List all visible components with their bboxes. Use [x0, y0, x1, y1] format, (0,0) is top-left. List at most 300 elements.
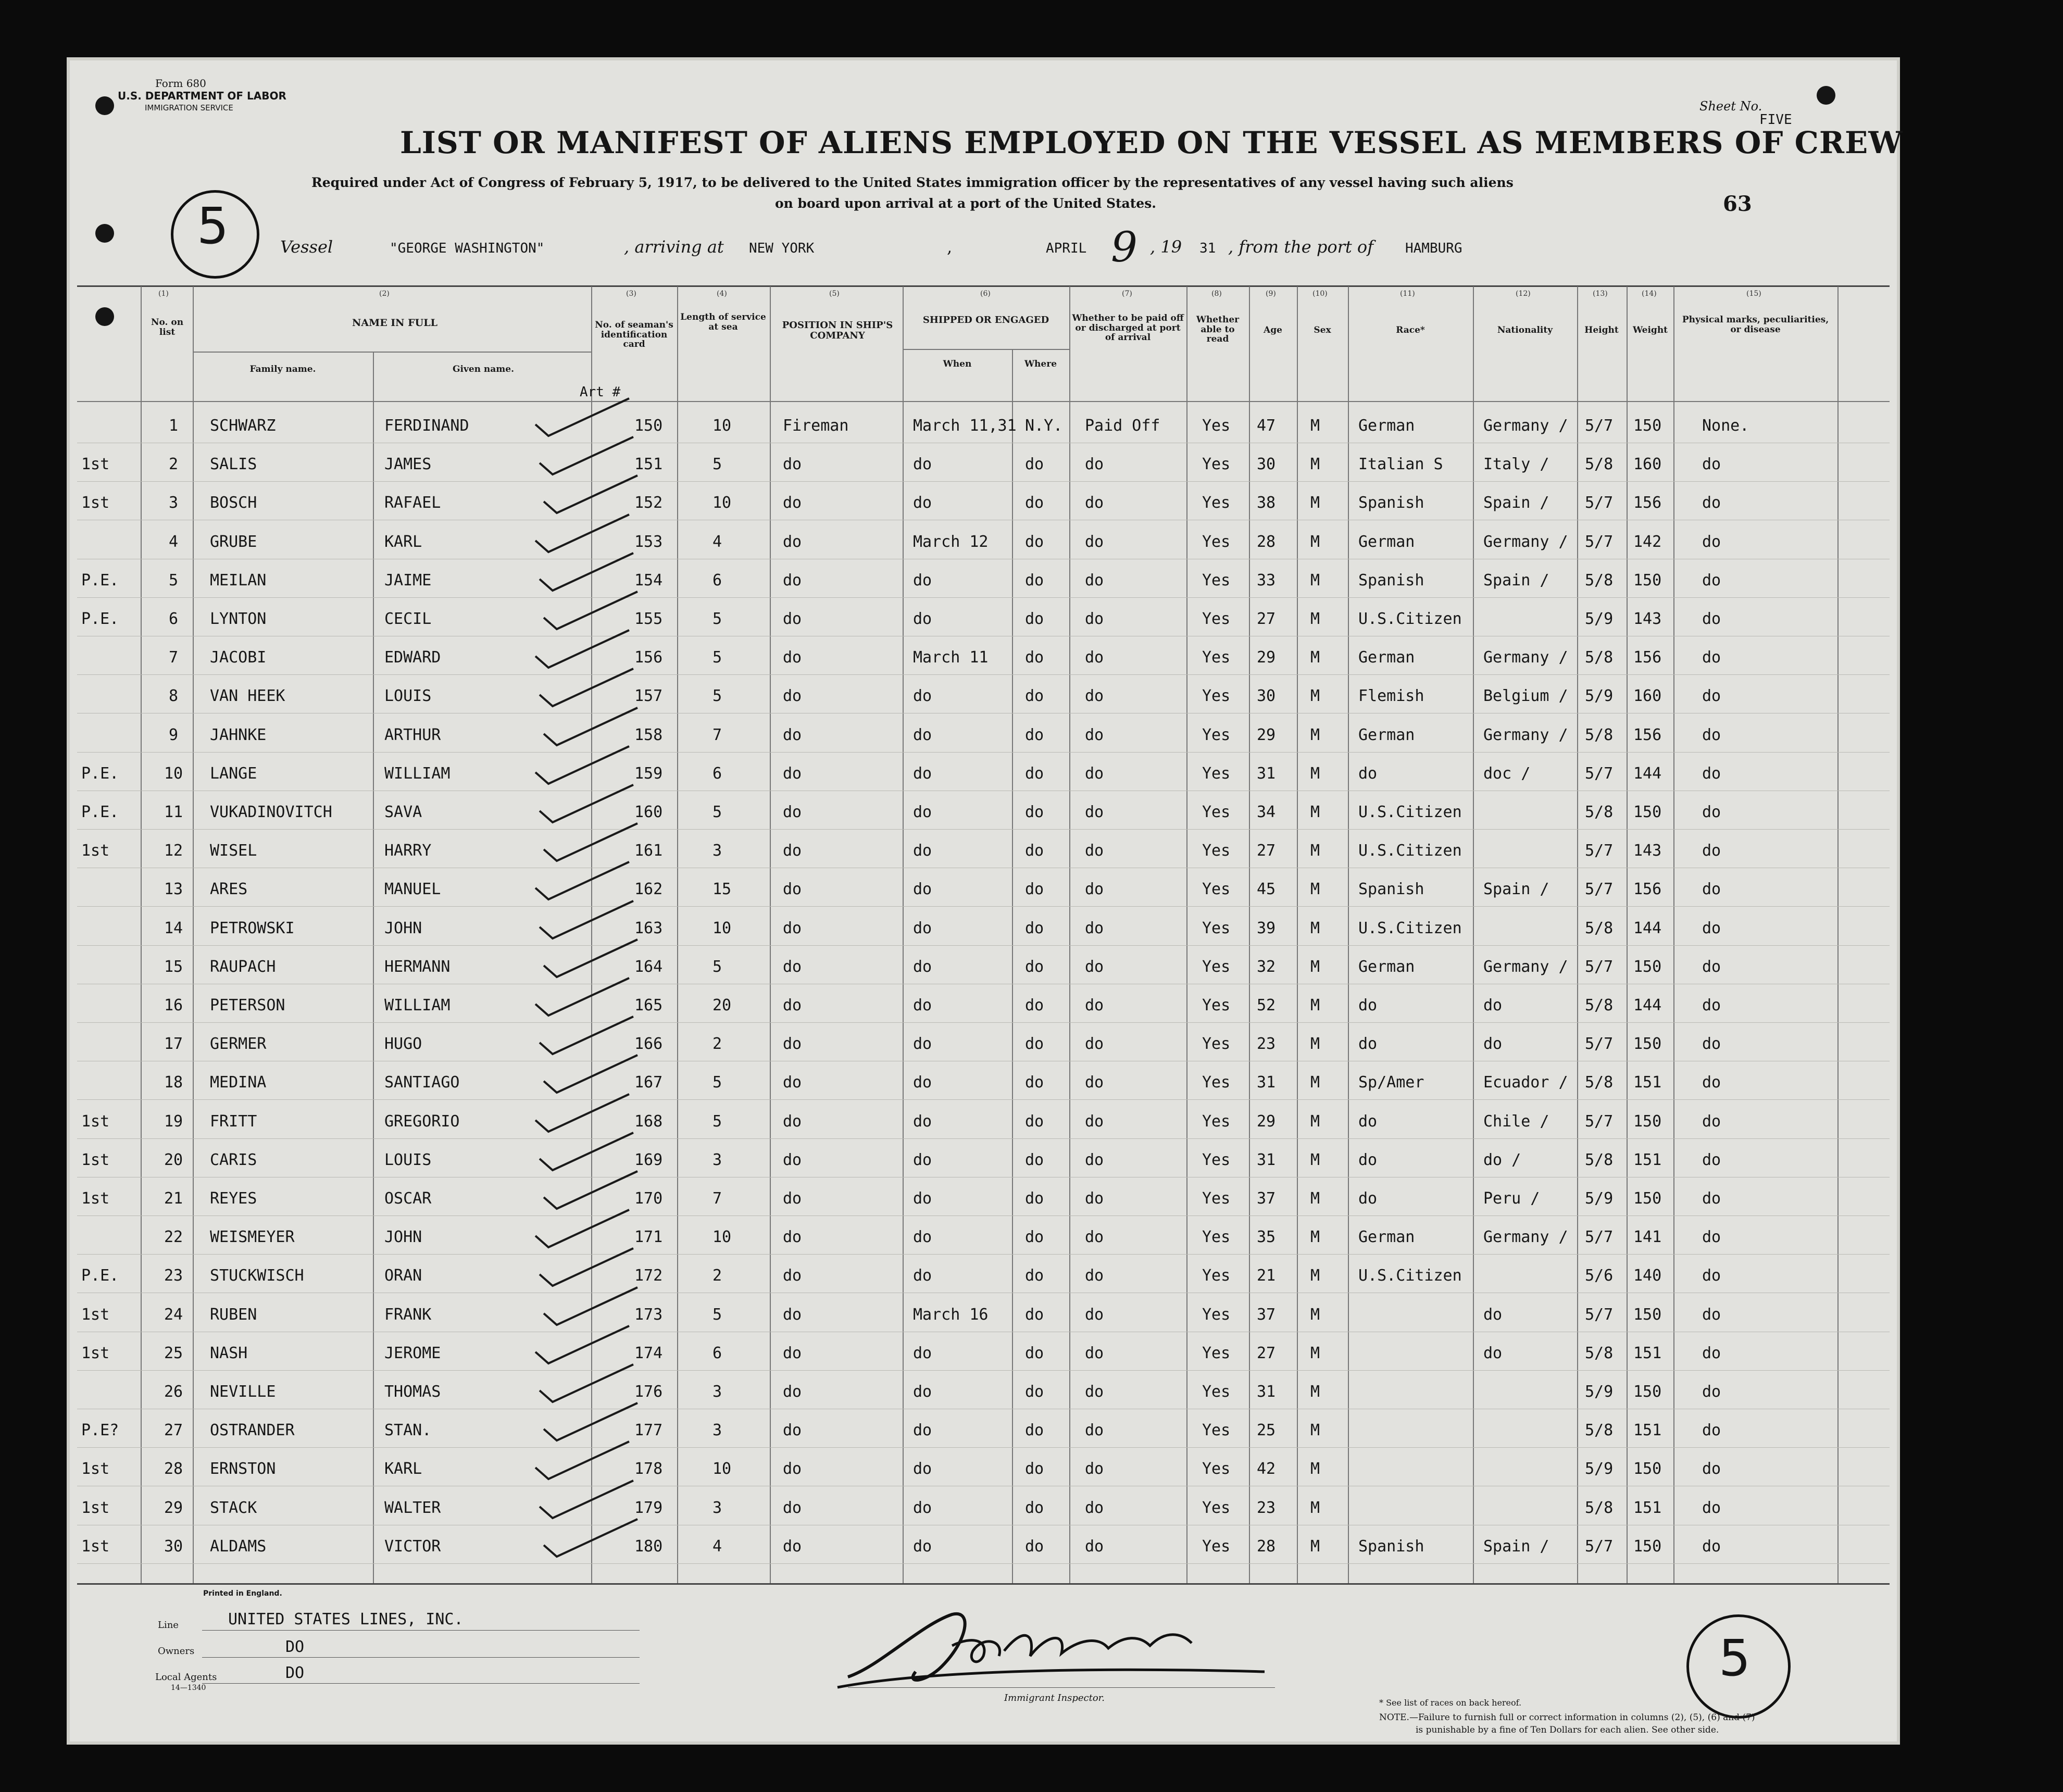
shipped-where: do: [1025, 532, 1044, 551]
row-number: 28: [164, 1460, 183, 1478]
age: 31: [1257, 764, 1276, 783]
header-no-on-list: No. on list: [151, 317, 184, 337]
family-name: ARES: [210, 880, 248, 899]
position: do: [783, 1421, 802, 1440]
family-name: LANGE: [210, 764, 257, 783]
length-of-service: 3: [712, 1498, 722, 1517]
able-to-read: Yes: [1202, 1498, 1231, 1517]
row-number: 11: [164, 803, 183, 821]
race: do: [1358, 1112, 1378, 1131]
row-rule: [77, 829, 1890, 830]
row-number: 19: [164, 1112, 183, 1131]
sex: M: [1310, 996, 1320, 1014]
shipped-when: March 12: [913, 532, 989, 551]
position: do: [783, 1267, 802, 1285]
row-mark: 1st: [81, 455, 110, 474]
paid-off: do: [1085, 880, 1104, 899]
year-prefix: , 19: [1150, 237, 1182, 257]
col-num: (7): [1122, 290, 1132, 298]
height: 5/7: [1585, 764, 1614, 783]
shipped-when: March 11,31: [913, 417, 1017, 435]
col-num: (5): [829, 290, 840, 298]
family-name: GRUBE: [210, 532, 257, 551]
position: do: [783, 687, 802, 706]
height: 5/9: [1585, 610, 1614, 628]
row-number: 21: [164, 1189, 183, 1208]
physical-marks: do: [1702, 880, 1721, 899]
sex: M: [1310, 764, 1320, 783]
length-of-service: 10: [712, 919, 732, 937]
given-name: LOUIS: [384, 1150, 432, 1169]
from-label: , from the port of: [1228, 237, 1374, 257]
row-number: 18: [164, 1073, 183, 1092]
nationality: Chile /: [1483, 1112, 1549, 1131]
age: 30: [1257, 455, 1276, 474]
shipped-where: do: [1025, 571, 1044, 590]
race: German: [1358, 532, 1415, 551]
length-of-service: 5: [712, 648, 722, 667]
position: do: [783, 842, 802, 860]
paid-off: do: [1085, 996, 1104, 1014]
family-name: GERMER: [210, 1035, 267, 1054]
race: German: [1358, 648, 1415, 667]
length-of-service: 10: [712, 1460, 732, 1478]
able-to-read: Yes: [1202, 648, 1231, 667]
row-number: 25: [164, 1344, 183, 1362]
nationality: do: [1483, 1344, 1503, 1362]
position: do: [783, 764, 802, 783]
position: do: [783, 725, 802, 744]
shipped-where: do: [1025, 1537, 1044, 1556]
given-name: HARRY: [384, 842, 432, 860]
agents-rule: [202, 1683, 640, 1684]
given-name: KARL: [384, 532, 422, 551]
shipped-when: do: [913, 880, 932, 899]
id-card-number: 173: [634, 1305, 663, 1324]
col-num: (9): [1266, 290, 1276, 298]
weight: 150: [1633, 417, 1662, 435]
row-number: 2: [168, 455, 179, 474]
header-race: Race*: [1396, 325, 1425, 335]
position: do: [783, 1498, 802, 1517]
row-mark: 1st: [81, 1150, 110, 1169]
id-card-number: 152: [634, 494, 663, 512]
race: German: [1358, 417, 1415, 435]
able-to-read: Yes: [1202, 1383, 1231, 1401]
family-name: MEDINA: [210, 1073, 267, 1092]
position: do: [783, 996, 802, 1014]
able-to-read: Yes: [1202, 1460, 1231, 1478]
row-rule: [77, 752, 1890, 753]
physical-marks: do: [1702, 1073, 1721, 1092]
nationality: Belgium /: [1483, 687, 1568, 706]
family-name: OSTRANDER: [210, 1421, 295, 1440]
age: 29: [1257, 725, 1276, 744]
race: Spanish: [1358, 494, 1424, 512]
weight: 156: [1633, 494, 1662, 512]
id-card-number: 168: [634, 1112, 663, 1131]
id-card-number: 158: [634, 725, 663, 744]
sex: M: [1310, 919, 1320, 937]
row-mark: 1st: [81, 1537, 110, 1556]
row-mark: P.E.: [81, 803, 119, 821]
race: do: [1358, 1189, 1378, 1208]
height: 5/7: [1585, 842, 1614, 860]
given-name: ARTHUR: [384, 725, 441, 744]
age: 28: [1257, 532, 1276, 551]
sheet-value: FIVE: [1759, 112, 1792, 128]
row-rule: [77, 945, 1890, 946]
length-of-service: 10: [712, 494, 732, 512]
sex: M: [1310, 610, 1320, 628]
sex: M: [1310, 957, 1320, 976]
physical-marks: None.: [1702, 417, 1749, 435]
given-name: FRANK: [384, 1305, 432, 1324]
race: do: [1358, 1035, 1378, 1054]
row-number: 12: [164, 842, 183, 860]
line-label: Line: [158, 1620, 179, 1631]
height: 5/7: [1585, 880, 1614, 899]
shipped-where: do: [1025, 1344, 1044, 1362]
position: do: [783, 1305, 802, 1324]
row-number: 30: [164, 1537, 183, 1556]
col-num: (4): [717, 290, 727, 298]
length-of-service: 3: [712, 1421, 722, 1440]
age: 29: [1257, 648, 1276, 667]
col-num: (12): [1516, 290, 1531, 298]
height: 5/8: [1585, 648, 1614, 667]
agents-value: DO: [285, 1664, 305, 1682]
able-to-read: Yes: [1202, 417, 1231, 435]
paid-off: do: [1085, 1421, 1104, 1440]
shipped-where: do: [1025, 725, 1044, 744]
col-num: (11): [1400, 290, 1415, 298]
family-name: ALDAMS: [210, 1537, 267, 1556]
row-rule: [77, 1099, 1890, 1100]
physical-marks: do: [1702, 1112, 1721, 1131]
sex: M: [1310, 725, 1320, 744]
paid-off: do: [1085, 648, 1104, 667]
height: 5/7: [1585, 1112, 1614, 1131]
able-to-read: Yes: [1202, 455, 1231, 474]
able-to-read: Yes: [1202, 494, 1231, 512]
shipped-where: do: [1025, 687, 1044, 706]
age: 31: [1257, 1150, 1276, 1169]
nationality: Italy /: [1483, 455, 1549, 474]
family-name: WEISMEYER: [210, 1228, 295, 1247]
row-mark: 1st: [81, 842, 110, 860]
height: 5/8: [1585, 996, 1614, 1014]
id-card-number: 155: [634, 610, 663, 628]
family-name: CARIS: [210, 1150, 257, 1169]
length-of-service: 5: [712, 1305, 722, 1324]
physical-marks: do: [1702, 764, 1721, 783]
row-number: 5: [168, 571, 179, 590]
row-rule: [77, 1370, 1890, 1371]
nationality: Spain /: [1483, 494, 1549, 512]
department: U.S. DEPARTMENT OF LABOR: [118, 90, 286, 102]
weight: 156: [1633, 880, 1662, 899]
race: U.S.Citizen: [1358, 803, 1462, 821]
able-to-read: Yes: [1202, 1073, 1231, 1092]
family-name: JAHNKE: [210, 725, 267, 744]
paid-off: do: [1085, 1228, 1104, 1247]
header-given-name: Given name.: [452, 364, 515, 374]
physical-marks: do: [1702, 842, 1721, 860]
shipped-where: do: [1025, 1421, 1044, 1440]
weight: 150: [1633, 571, 1662, 590]
owners-label: Owners: [158, 1646, 195, 1657]
able-to-read: Yes: [1202, 1228, 1231, 1247]
weight: 150: [1633, 1305, 1662, 1324]
owners-rule: [202, 1657, 640, 1658]
shipped-where: do: [1025, 1498, 1044, 1517]
id-card-number: 165: [634, 996, 663, 1014]
position: do: [783, 919, 802, 937]
header-id-card: No. of seaman's identification card: [595, 320, 673, 350]
arrival-port: NEW YORK: [749, 241, 815, 256]
shipped-when: do: [913, 1344, 932, 1362]
race: U.S.Citizen: [1358, 1267, 1462, 1285]
id-card-number: 176: [634, 1383, 663, 1401]
paid-off: do: [1085, 1112, 1104, 1131]
paid-off: do: [1085, 1537, 1104, 1556]
sex: M: [1310, 1383, 1320, 1401]
nationality: do: [1483, 1305, 1503, 1324]
nationality: do: [1483, 1035, 1503, 1054]
given-name: FERDINAND: [384, 417, 469, 435]
physical-marks: do: [1702, 455, 1721, 474]
col-num: (13): [1593, 290, 1608, 298]
nationality: do: [1483, 996, 1503, 1014]
length-of-service: 7: [712, 1189, 722, 1208]
row-mark: P.E.: [81, 1267, 119, 1285]
sex: M: [1310, 1073, 1320, 1092]
paid-off: do: [1085, 571, 1104, 590]
comma-sep: ,: [947, 237, 953, 257]
id-card-number: 162: [634, 880, 663, 899]
nationality: Spain /: [1483, 1537, 1549, 1556]
shipped-where: do: [1025, 1228, 1044, 1247]
shipped-when: do: [913, 687, 932, 706]
weight: 150: [1633, 1112, 1662, 1131]
shipped-when: do: [913, 1267, 932, 1285]
page-title: LIST OR MANIFEST OF ALIENS EMPLOYED ON THE VESSEL AS MEMBERS OF CREW: [400, 125, 1903, 160]
row-number: 14: [164, 919, 183, 937]
given-name: KARL: [384, 1460, 422, 1478]
position: do: [783, 1035, 802, 1054]
sex: M: [1310, 687, 1320, 706]
height: 5/8: [1585, 455, 1614, 474]
weight: 143: [1633, 610, 1662, 628]
paid-off: do: [1085, 803, 1104, 821]
sex: M: [1310, 1228, 1320, 1247]
check-mark-icon: [533, 1514, 648, 1561]
given-name: RAFAEL: [384, 494, 441, 512]
able-to-read: Yes: [1202, 1421, 1231, 1440]
length-of-service: 3: [712, 1150, 722, 1169]
id-card-number: 179: [634, 1498, 663, 1517]
id-card-number: 174: [634, 1344, 663, 1362]
able-to-read: Yes: [1202, 957, 1231, 976]
length-of-service: 2: [712, 1267, 722, 1285]
inspector-label: Immigrant Inspector.: [1004, 1693, 1105, 1703]
vessel-name: "GEORGE WASHINGTON": [390, 241, 545, 256]
header-weight: Weight: [1632, 325, 1668, 335]
col-num: (2): [379, 290, 390, 298]
given-name: WILLIAM: [384, 996, 451, 1014]
weight: 160: [1633, 687, 1662, 706]
id-card-number: 153: [634, 532, 663, 551]
height: 5/9: [1585, 1189, 1614, 1208]
weight: 150: [1633, 803, 1662, 821]
paid-off: do: [1085, 1460, 1104, 1478]
length-of-service: 3: [712, 842, 722, 860]
header-family-name: Family name.: [249, 364, 316, 374]
height: 5/8: [1585, 1421, 1614, 1440]
shipped-where: do: [1025, 610, 1044, 628]
nationality: Germany /: [1483, 725, 1568, 744]
given-name: JOHN: [384, 1228, 422, 1247]
header-marks: Physical marks, peculiarities, or disease: [1682, 315, 1829, 335]
id-card-number: 180: [634, 1537, 663, 1556]
given-name: JAMES: [384, 455, 432, 474]
col-num: (15): [1746, 290, 1761, 298]
age: 39: [1257, 919, 1276, 937]
position: do: [783, 1460, 802, 1478]
age: 37: [1257, 1305, 1276, 1324]
header-paid-off: Whether to be paid off or discharged at port of arrival: [1072, 313, 1184, 343]
row-rule: [77, 1215, 1890, 1216]
race: German: [1358, 725, 1415, 744]
height: 5/9: [1585, 1460, 1614, 1478]
row-number: 26: [164, 1383, 183, 1401]
height: 5/7: [1585, 417, 1614, 435]
row-mark: 1st: [81, 1112, 110, 1131]
vessel-label: Vessel: [280, 237, 333, 257]
position: do: [783, 1344, 802, 1362]
row-number: 24: [164, 1305, 183, 1324]
weight: 140: [1633, 1267, 1662, 1285]
binder-hole: [95, 307, 114, 326]
footer-note-1: NOTE.—Failure to furnish full or correct information in columns (2), (5), (6) and (7): [1379, 1712, 1755, 1723]
age: 30: [1257, 687, 1276, 706]
family-name: RAUPACH: [210, 957, 276, 976]
id-card-number: 177: [634, 1421, 663, 1440]
sex: M: [1310, 1344, 1320, 1362]
age: 23: [1257, 1035, 1276, 1054]
shipped-where: do: [1025, 996, 1044, 1014]
paid-off: do: [1085, 725, 1104, 744]
col-num: (10): [1312, 290, 1328, 298]
length-of-service: 20: [712, 996, 732, 1014]
family-name: VAN HEEK: [210, 687, 285, 706]
weight: 150: [1633, 1460, 1662, 1478]
paid-off: do: [1085, 1267, 1104, 1285]
weight: 150: [1633, 1189, 1662, 1208]
race: do: [1358, 996, 1378, 1014]
length-of-service: 3: [712, 1383, 722, 1401]
row-number: 3: [168, 494, 179, 512]
age: 29: [1257, 1112, 1276, 1131]
age: 27: [1257, 1344, 1276, 1362]
race: U.S.Citizen: [1358, 610, 1462, 628]
family-name: SALIS: [210, 455, 257, 474]
weight: 151: [1633, 1344, 1662, 1362]
sex: M: [1310, 1537, 1320, 1556]
subheader-line-shipped: [903, 349, 1069, 350]
arrival-day: 9: [1111, 223, 1137, 271]
id-card-number: 156: [634, 648, 663, 667]
age: 27: [1257, 842, 1276, 860]
weight: 156: [1633, 725, 1662, 744]
header-age: Age: [1264, 325, 1282, 335]
length-of-service: 7: [712, 725, 722, 744]
physical-marks: do: [1702, 1498, 1721, 1517]
paid-off: do: [1085, 1383, 1104, 1401]
able-to-read: Yes: [1202, 1112, 1231, 1131]
length-of-service: 6: [712, 764, 722, 783]
table-top-border: [77, 285, 1890, 287]
height: 5/9: [1585, 1383, 1614, 1401]
able-to-read: Yes: [1202, 610, 1231, 628]
header-name-in-full: NAME IN FULL: [352, 317, 437, 329]
shipped-where: do: [1025, 1150, 1044, 1169]
shipped-where: do: [1025, 1305, 1044, 1324]
weight: 141: [1633, 1228, 1662, 1247]
given-name: HUGO: [384, 1035, 422, 1054]
page-number: 63: [1723, 192, 1752, 216]
printed-note: Printed in England.: [203, 1589, 282, 1598]
given-name: ORAN: [384, 1267, 422, 1285]
able-to-read: Yes: [1202, 919, 1231, 937]
shipped-where: do: [1025, 648, 1044, 667]
height: 5/8: [1585, 1150, 1614, 1169]
given-name: OSCAR: [384, 1189, 432, 1208]
paid-off: do: [1085, 1305, 1104, 1324]
position: do: [783, 957, 802, 976]
binder-hole: [95, 224, 114, 243]
height: 5/7: [1585, 1035, 1614, 1054]
sex: M: [1310, 648, 1320, 667]
sex: M: [1310, 842, 1320, 860]
given-name: JAIME: [384, 571, 432, 590]
line-value: UNITED STATES LINES, INC.: [228, 1610, 464, 1628]
weight: 150: [1633, 1035, 1662, 1054]
height: 5/8: [1585, 1344, 1614, 1362]
able-to-read: Yes: [1202, 532, 1231, 551]
row-mark: 1st: [81, 1305, 110, 1324]
position: Fireman: [783, 417, 849, 435]
age: 31: [1257, 1073, 1276, 1092]
nationality: Spain /: [1483, 571, 1549, 590]
race: do: [1358, 1150, 1378, 1169]
race: German: [1358, 957, 1415, 976]
circled-number-bottom-label: 5: [1719, 1629, 1751, 1687]
row-number: 16: [164, 996, 183, 1014]
shipped-when: do: [913, 957, 932, 976]
family-name: RUBEN: [210, 1305, 257, 1324]
paid-off: do: [1085, 1073, 1104, 1092]
physical-marks: do: [1702, 1189, 1721, 1208]
given-name: WALTER: [384, 1498, 441, 1517]
race: Italian S: [1358, 455, 1443, 474]
height: 5/7: [1585, 532, 1614, 551]
shipped-where: do: [1025, 494, 1044, 512]
header-shipped: SHIPPED OR ENGAGED: [922, 315, 1049, 325]
sex: M: [1310, 803, 1320, 821]
row-number: 4: [168, 532, 179, 551]
